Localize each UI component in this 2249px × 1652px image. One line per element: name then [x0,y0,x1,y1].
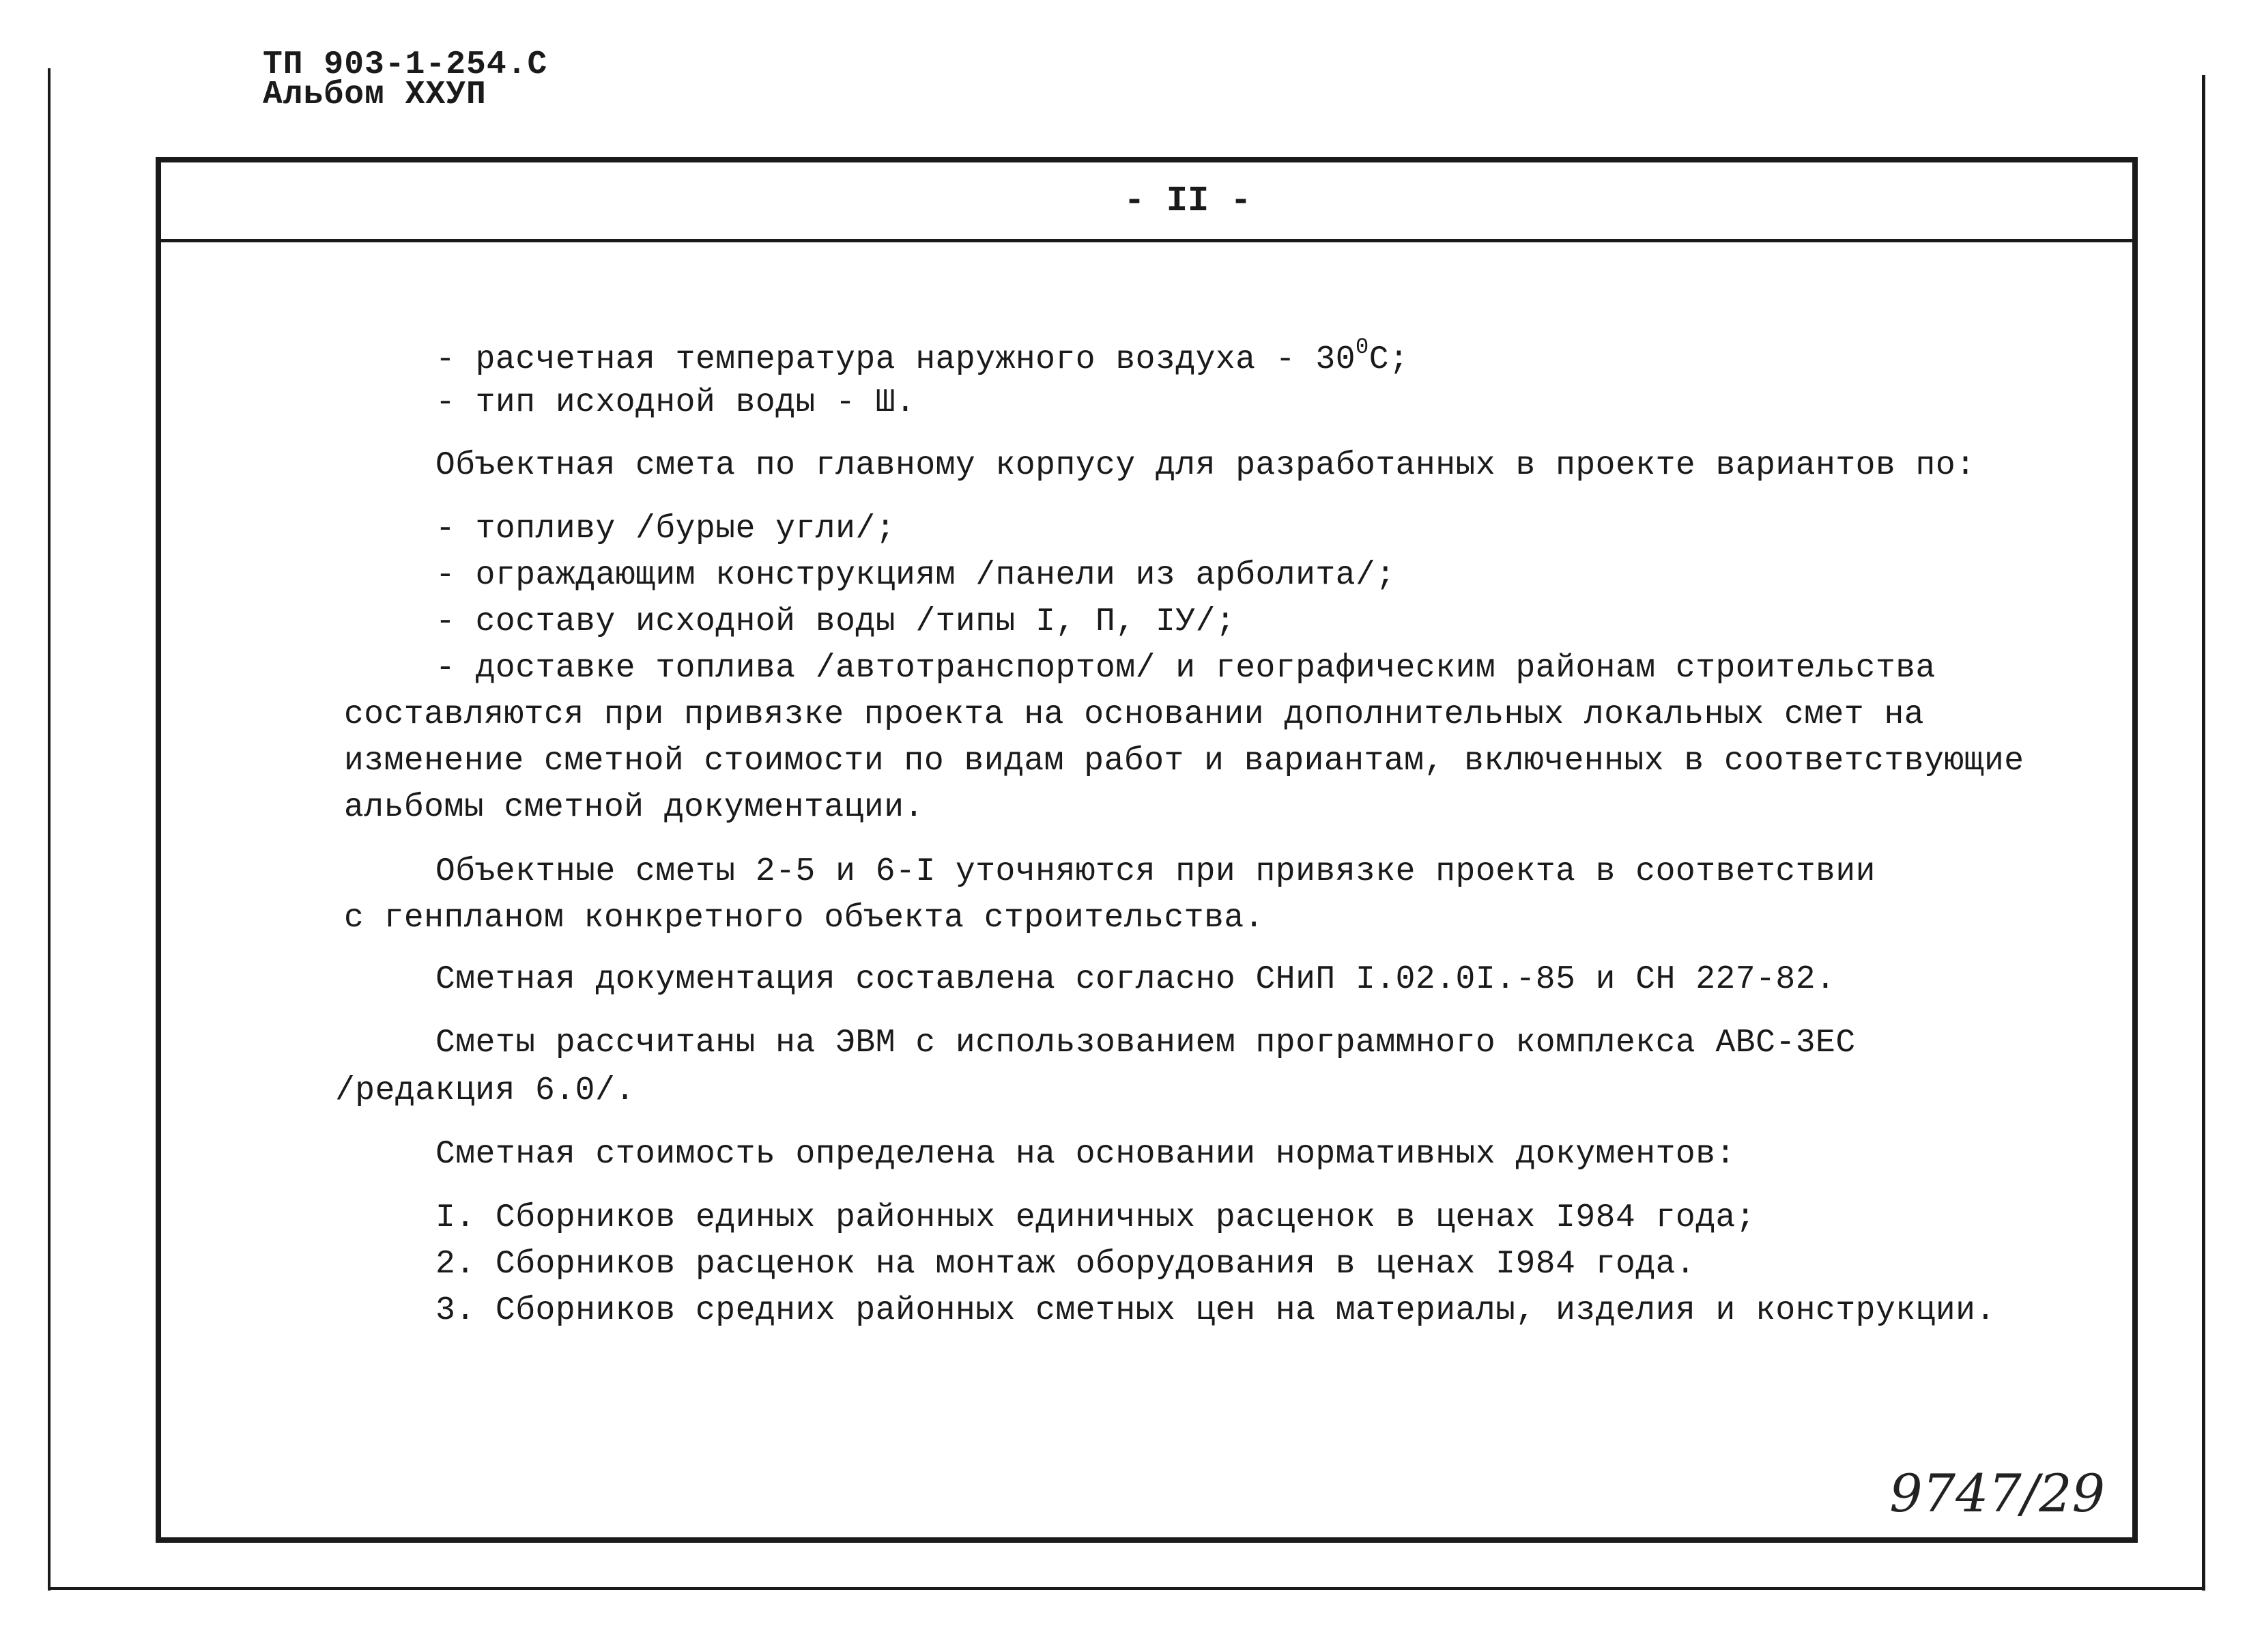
album-label: Альбом ХХУП [263,76,487,113]
superscript-degree: 0 [1356,334,1369,360]
paragraph-line: Сметы рассчитаны на ЭВМ с использованием программного комплекса АВС-3ЕС [435,1025,1856,1062]
paragraph-line: Объектные сметы 2-5 и 6-I уточняются при привязке проекта в соответствии [435,853,1876,890]
paragraph-line: составляются при привязке проекта на основании дополнительных локальных смет на [344,696,1925,733]
doc-code: ТП 903-1-254.С [263,46,548,83]
document-header [263,46,548,114]
paragraph-line: Сметная стоимость определена на основании нормативных документов: [435,1136,1736,1173]
paragraph-line: изменение сметной стоимости по видам работ и вариантам, включенных в соответствующие [344,743,2024,780]
sheet-border-left [48,68,51,1591]
list-item: - составу исходной воды /типы I, П, IУ/; [435,603,1236,640]
text-line-part: - расчетная температура наружного воздуха - 30 [435,341,1356,378]
list-item: 2. Сборников расценок на монтаж оборудования в ценах I984 года. [435,1246,1696,1283]
page-frame [156,157,2138,1543]
text-line [435,334,1409,378]
handwritten-signature: 9747/29 [1889,1463,2105,1524]
paragraph-line: /редакция 6.0/. [335,1072,635,1109]
paragraph-line: Сметная документация составлена согласно СНиП I.02.0I.-85 и СН 227-82. [435,961,1836,998]
paragraph-line: Объектная смета по главному корпусу для разработанных в проекте вариантов по: [435,447,1976,484]
list-item: I. Сборников единых районных единичных расценок в ценах I984 года; [435,1199,1756,1236]
paragraph-line: альбомы сметной документации. [344,789,924,826]
sheet-border-right [2202,75,2205,1591]
list-item: - ограждающим конструкциям /панели из арболита/; [435,557,1396,594]
list-item: - доставке топлива /автотранспортом/ и географическим районам строительства [435,650,1936,687]
list-item: 3. Сборников средних районных сметных цен на материалы, изделия и конструкции. [435,1292,1996,1329]
text-line: - тип исходной воды - Ш. [435,384,916,421]
page-body [161,162,2132,1537]
paragraph-line: с генпланом конкретного объекта строительства. [344,900,1265,937]
sheet-border-bottom [48,1587,2205,1590]
list-item: - топливу /бурые угли/; [435,511,896,547]
page-number: - II - [161,162,2132,242]
text-line-part: С; [1369,341,1409,378]
